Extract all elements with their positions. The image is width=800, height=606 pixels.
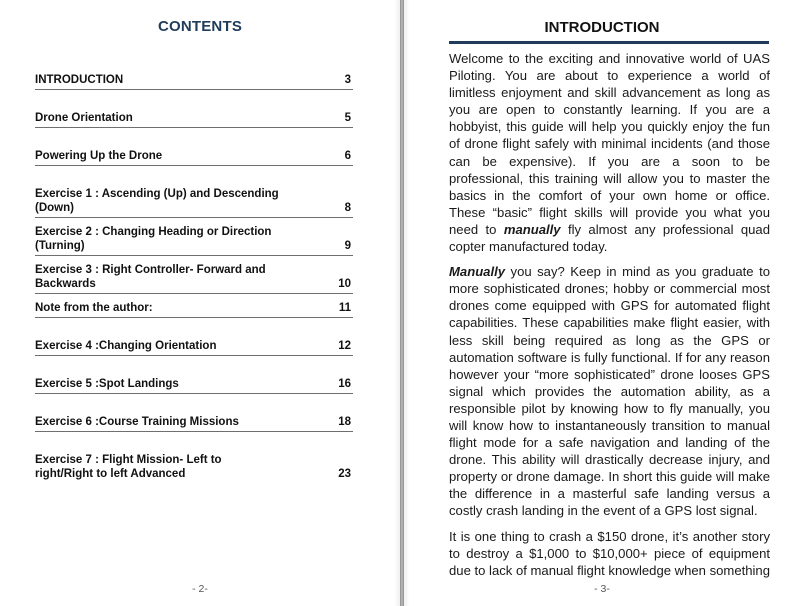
page-edge-shadow: [404, 0, 410, 606]
toc-entry-page: 18: [338, 416, 351, 428]
emphasis-text: Manually: [449, 264, 506, 280]
toc-entry-page: 10: [338, 278, 351, 290]
toc-entry-title: Exercise 6 :Course Training Missions: [35, 416, 239, 428]
toc-entry-page: 5: [344, 112, 351, 124]
paragraph-text: fly almost any professional quad copter manufactured today.: [449, 221, 770, 255]
toc-entry-title: Powering Up the Drone: [35, 150, 163, 162]
paragraph-text: It is one thing to crash a $150 drone, it’s another story to destroy a $1,000 to $10,000+ piece of equipment due to lack of manual flight knowledge when something: [449, 528, 770, 578]
toc-entry-title: Drone Orientation: [35, 112, 133, 124]
toc-entry[interactable]: [35, 415, 353, 432]
introduction-heading: INTRODUCTION: [544, 19, 660, 36]
emphasis-text: manually: [503, 221, 561, 237]
toc-entry-title: Exercise 3 : Right Controller- Forward and Backwards: [35, 264, 266, 290]
toc-entry-page: 9: [344, 240, 351, 252]
toc-entry[interactable]: [35, 263, 353, 294]
toc-entry-page: 16: [338, 378, 351, 390]
toc-entry-title: Exercise 2 : Changing Heading or Direction (Turning): [35, 226, 272, 252]
toc-entry[interactable]: [35, 225, 353, 256]
toc-entry[interactable]: [35, 111, 353, 128]
page-number: - 2-: [192, 583, 208, 595]
toc-entry-page: 12: [338, 340, 351, 352]
toc-entry-title: Exercise 7 : Flight Mission- Left to right/Right to left Advanced: [35, 454, 222, 480]
toc-entry-page: 8: [344, 202, 351, 214]
page-number: - 3-: [594, 583, 610, 595]
heading-rule: [449, 41, 769, 44]
contents-heading: CONTENTS: [157, 18, 243, 35]
toc-entry-title: INTRODUCTION: [35, 74, 124, 86]
toc-entry[interactable]: [35, 377, 353, 394]
toc-entry-title: Exercise 5 :Spot Landings: [35, 378, 179, 390]
toc-entry[interactable]: [35, 149, 353, 166]
toc-entry[interactable]: [35, 301, 353, 318]
toc-entry-title: Note from the author:: [35, 302, 153, 314]
toc-entry[interactable]: [35, 187, 353, 218]
toc-entry-title: Exercise 1 : Ascending (Up) and Descending (Down): [35, 188, 279, 214]
paragraph: [449, 50, 770, 255]
paragraph-text: you say? Keep in mind as you graduate to more sophisticated drones; hobby or commercial most drones come equipped with GPS for automated flight capabilities. These capabilities make flight easier, with less skill being required as long as the GPS or automation software is fully functional. If for any reason however your “more sophisticated” drone looses GPS signal which provides the automation ability, as a responsible pilot by knowing how to fly manually, you will know how to instantaneously transition to manual flight mode for a safe navigation and landing of the drone. This ability will drastically decrease injury, and property or drone damage. In short this guide will make the difference in a masterful safe landing versus a costly crash landing in the event of a GPS lost signal.: [449, 264, 770, 519]
introduction-page: [404, 0, 800, 606]
paragraph: [449, 263, 770, 519]
toc-entry-page: 3: [344, 74, 351, 86]
paragraph-text: Welcome to the exciting and innovative world of UAS Piloting. You are about to experience a world of limitless enjoyment and skill advancement as long as you are open to constantly learning. If you are a hobbyist, this guide will help you quickly enjoy the fun of drone flight safely with minimal incidents (and those can be expensive). If you are a soon to be professional, this training will allow you to master the basics in the comfort of your own home or office. These “basic” flight skills will provide you what you need to: [449, 51, 770, 237]
toc-entry[interactable]: [35, 453, 353, 483]
introduction-body: [449, 50, 770, 587]
toc-entry-title: Exercise 4 :Changing Orientation: [35, 340, 217, 352]
toc-entry-page: 11: [338, 302, 351, 314]
toc-entry-page: 6: [344, 150, 351, 162]
paragraph: [449, 528, 770, 579]
toc-entry[interactable]: [35, 73, 353, 90]
toc-entry[interactable]: [35, 339, 353, 356]
toc-entry-page: 23: [338, 468, 351, 480]
